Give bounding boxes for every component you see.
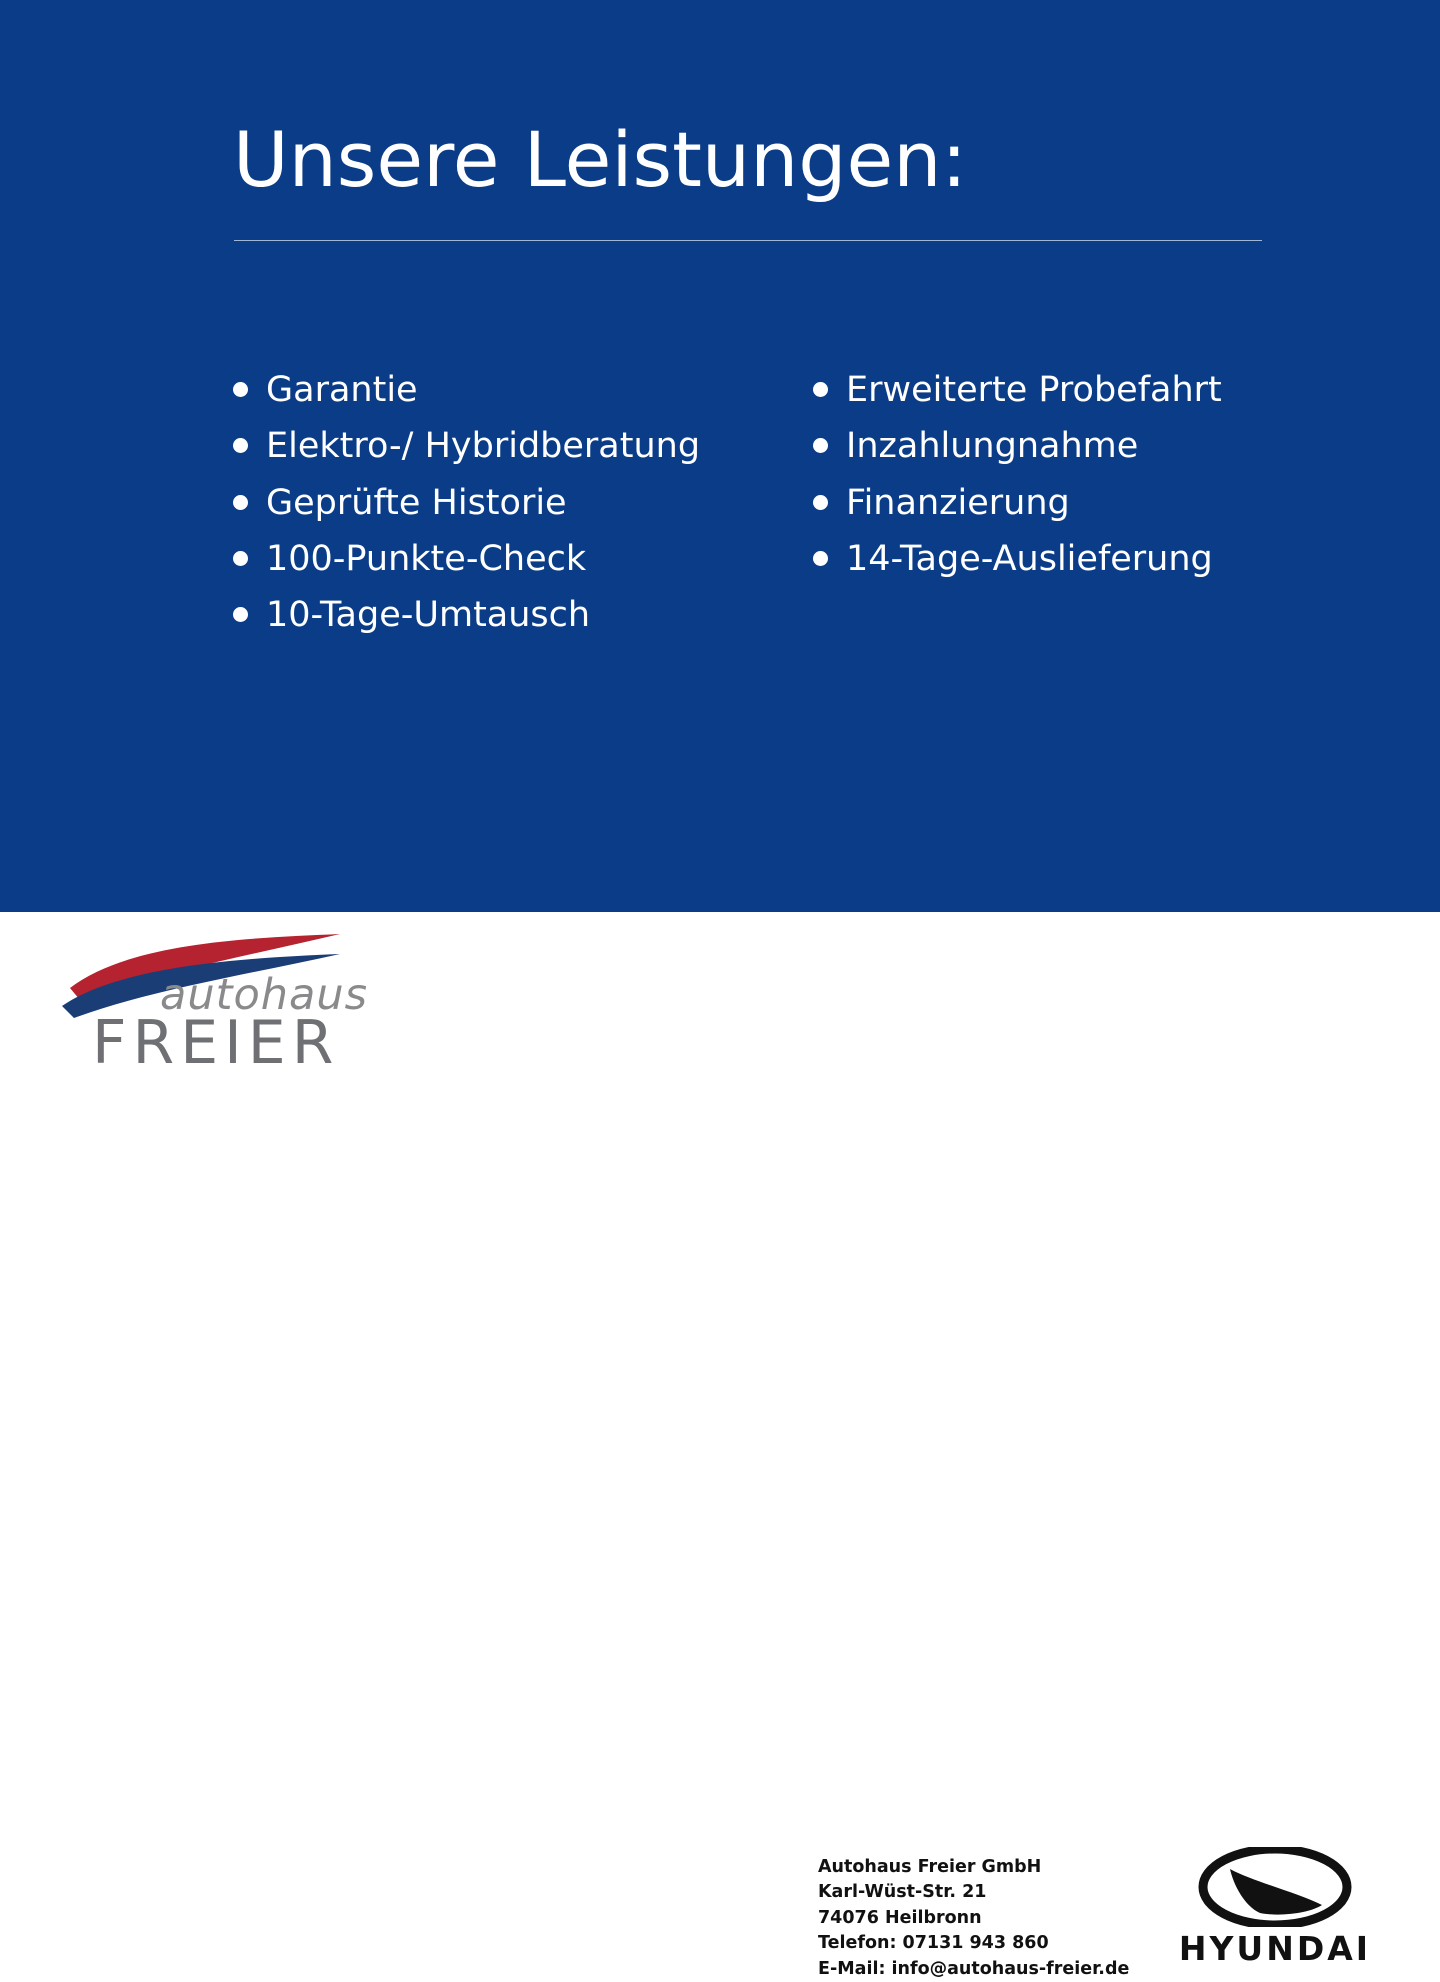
bullet-dot-icon [813,495,828,510]
list-item-label: Finanzierung [846,482,1070,523]
bullet-dot-icon [233,438,248,453]
page-title: Unsere Leistungen: [233,115,968,204]
address-line-email: E-Mail: info@autohaus-freier.de [818,1958,1130,1979]
slide-main-panel [0,0,1440,912]
services-column-left [233,370,813,651]
list-item [233,370,813,410]
bullet-dot-icon [813,551,828,566]
list-item [233,483,813,523]
list-item-label: 100-Punkte-Check [266,538,587,579]
bullet-dot-icon [233,495,248,510]
list-item-label: 14-Tage-Auslieferung [846,538,1213,579]
list-item [813,370,1293,410]
list-item-label: Geprüfte Historie [266,482,567,523]
hyundai-emblem-icon [1160,1847,1390,1927]
freier-wordmark: FREIER [92,1008,340,1078]
address-line-street: Karl-Wüst-Str. 21 [818,1882,987,1903]
list-item [233,595,813,635]
autohaus-wordmark: autohaus [160,970,369,1020]
list-item [813,539,1293,579]
bullet-dot-icon [813,382,828,397]
bullet-dot-icon [813,438,828,453]
services-column-right [813,370,1293,651]
list-item [813,483,1293,523]
bullet-dot-icon [233,551,248,566]
bullet-dot-icon [233,382,248,397]
list-item-label: 10-Tage-Umtausch [266,595,591,635]
hyundai-brand-logo [1160,1847,1390,1967]
address-line-company: Autohaus Freier GmbH [818,1857,1042,1877]
list-item-label: Erweiterte Probefahrt [846,370,1222,410]
address-line-phone: Telefon: 07131 943 860 [818,1933,1049,1954]
list-item-label: Inzahlungnahme [846,426,1139,467]
list-item-label: Elektro-/ Hybridberatung [266,426,701,467]
dealer-address [818,1855,1129,1982]
hyundai-wordmark: HYUNDAI [1178,1929,1372,1968]
footer-bar [0,912,1440,1979]
address-line-city: 74076 Heilbronn [818,1907,982,1928]
list-item [233,539,813,579]
autohaus-freier-logo [40,932,400,1078]
list-item [233,426,813,466]
title-divider [234,240,1262,241]
services-columns [233,370,1293,651]
list-item [813,426,1293,466]
bullet-dot-icon [233,607,248,622]
list-item-label: Garantie [266,370,418,410]
